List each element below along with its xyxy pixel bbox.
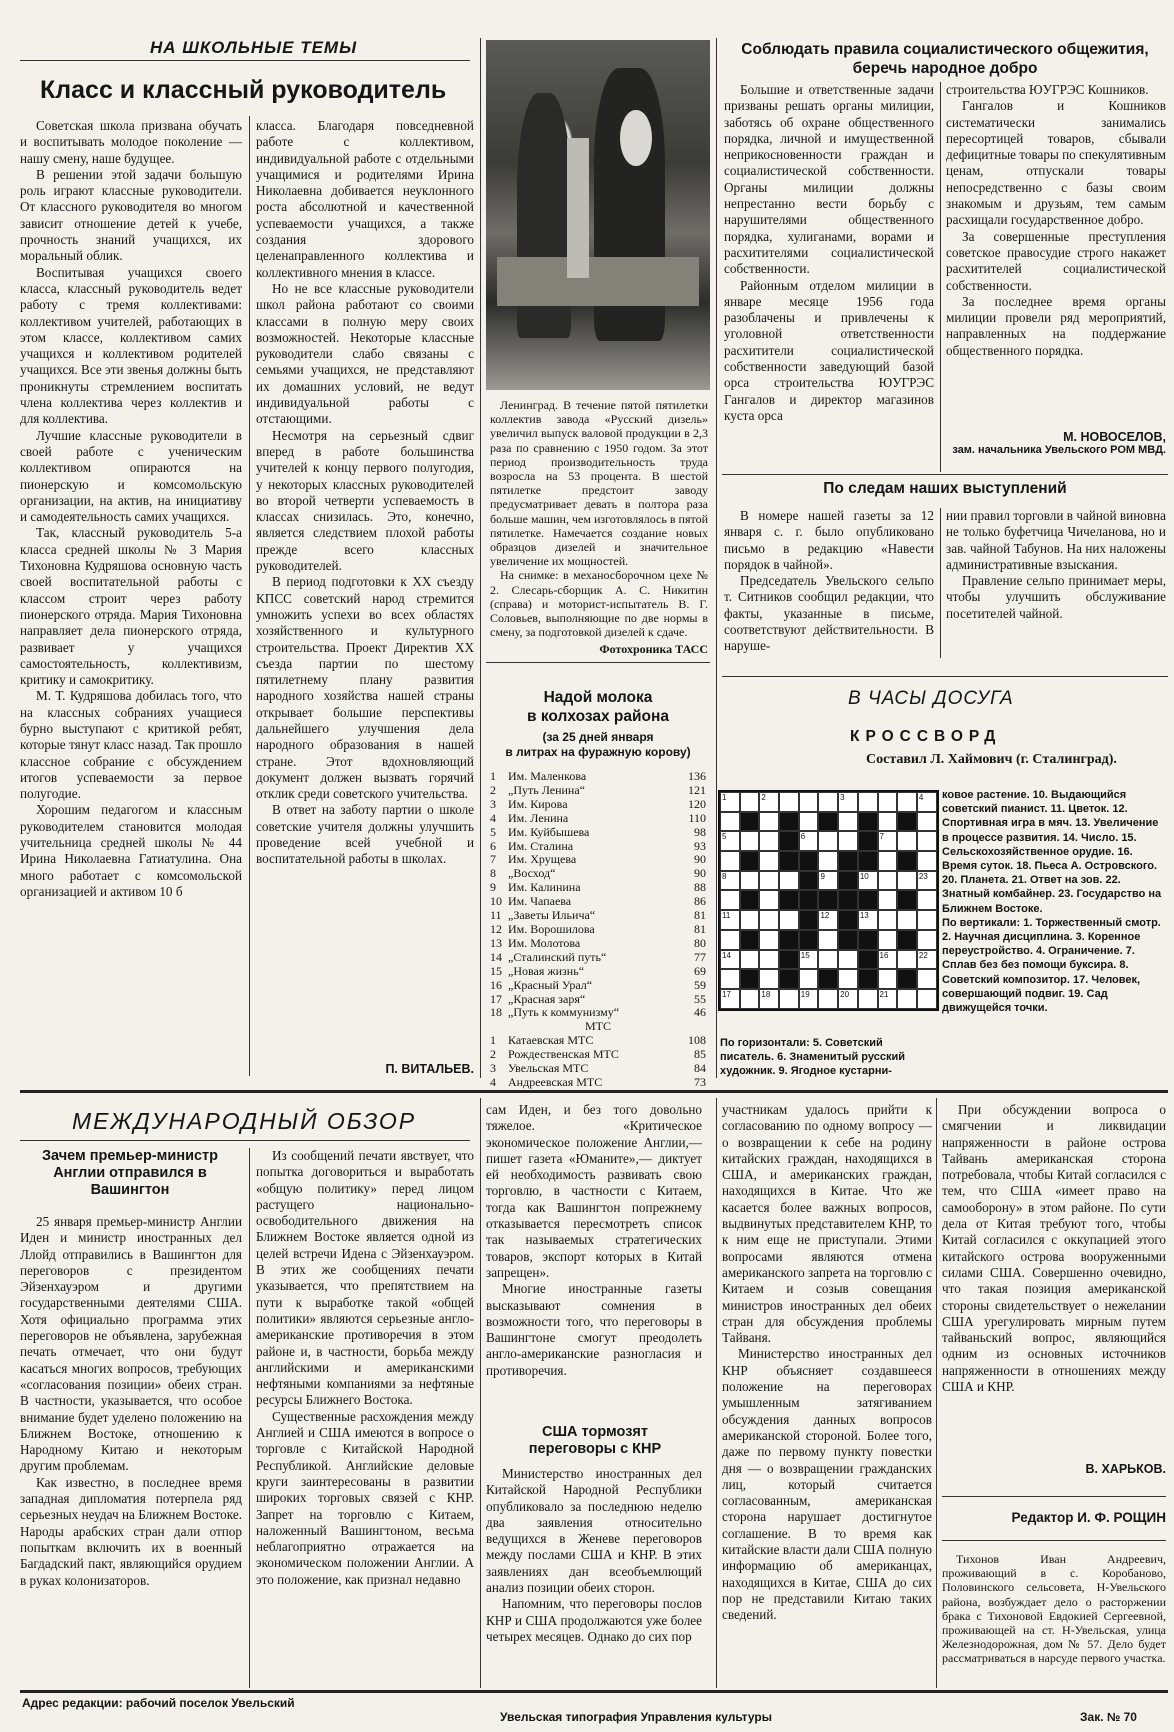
crossword-cell[interactable] <box>759 831 779 851</box>
crossword-cell[interactable] <box>720 890 740 910</box>
crossword-number: 5 <box>722 832 727 842</box>
milk-cell-v: 108 <box>688 1033 706 1048</box>
milk-table-row <box>490 965 706 979</box>
crossword-cell[interactable] <box>759 910 779 930</box>
crossword-number: 21 <box>879 989 889 999</box>
milk-cell-v: 85 <box>694 1047 706 1062</box>
milk-cell-v: 84 <box>694 1061 706 1076</box>
rule <box>20 1140 470 1141</box>
crossword-clues-right: ковое растение. 10. Выдающийся советский пианист. 11. Цветок. 12. Спортивная игра в мяч. 13. Увеличение в процессе развития. 14. Число. 15. Сельскохозяйственное орудие. 16. Время суток. 18. Пьеса А. Островского. 20. Планета. 21. Ответ на зов. 22. Знатный комбайнер. 23. Государство на Ближнем Востоке. По вертикали: 1. Торжественный смотр. 2. Научная дисциплина. 3. Коренное переустройство. 4. Ограничение. 7. Сплав без без помощи буксира. 8. Советский композитор. 17. Человек, совершающий подвиг. 19. Сад движущейся точки. <box>942 789 1162 1015</box>
crossword-cell[interactable] <box>818 871 838 891</box>
crossword-block <box>740 930 760 950</box>
crossword-cell[interactable] <box>799 989 819 1009</box>
milk-cell-name: „Восход“ <box>508 866 556 881</box>
milk-cell-v: 80 <box>694 935 706 950</box>
milk-table-row <box>490 784 706 798</box>
milk-cell-n: 16 <box>490 977 502 992</box>
milk-cell-name: „Сталинский путь“ <box>508 949 607 964</box>
crossword-cell[interactable] <box>878 969 898 989</box>
footer-rule <box>20 1690 1168 1693</box>
column-rule <box>249 1148 250 1688</box>
crossword-cell[interactable] <box>878 989 898 1009</box>
crossword-block <box>740 812 760 832</box>
crossword-cell[interactable] <box>799 969 819 989</box>
milk-cell-name: „Путь к коммунизму“ <box>508 1005 620 1020</box>
crossword-block <box>779 950 799 970</box>
milk-subtitle: (за 25 дней января в литрах на фуражную корову) <box>505 730 691 759</box>
milk-table-row <box>490 867 706 881</box>
crossword-cell[interactable] <box>720 910 740 930</box>
crossword-cell[interactable] <box>838 969 858 989</box>
crossword-cell[interactable] <box>759 989 779 1009</box>
milk-cell-name: Им. Кирова <box>508 796 568 811</box>
section-divider <box>20 1090 1168 1093</box>
socialist-signature: М. НОВОСЕЛОВ, зам. начальника Увельского РОМ МВД. <box>952 430 1166 456</box>
milk-table-row <box>490 923 706 937</box>
crossword-number: 18 <box>761 989 771 999</box>
milk-cell-name: „Красный Урал“ <box>508 977 593 992</box>
crossword-cell[interactable] <box>799 812 819 832</box>
milk-cell-name: Им. Сталина <box>508 838 574 853</box>
column-rule <box>716 38 717 1078</box>
crossword-cell[interactable] <box>878 950 898 970</box>
milk-cell-name: Им. Калинина <box>508 880 581 895</box>
crossword-cell[interactable] <box>740 989 760 1009</box>
milk-cell-n: 11 <box>490 908 502 923</box>
crossword-cell[interactable] <box>897 989 917 1009</box>
editor-line: Редактор И. Ф. РОЩИН <box>1011 1510 1166 1525</box>
crossword-cell[interactable] <box>799 831 819 851</box>
crossword-block <box>858 812 878 832</box>
milk-cell-v: 69 <box>694 963 706 978</box>
crossword-cell[interactable] <box>878 910 898 930</box>
milk-cell-v: 120 <box>688 796 706 811</box>
crossword-block <box>897 930 917 950</box>
crossword-block <box>740 969 760 989</box>
milk-cell-name: Им. Ленина <box>508 810 569 825</box>
crossword-block <box>897 969 917 989</box>
crossword-cell[interactable] <box>720 989 740 1009</box>
crossword-number: 13 <box>859 911 869 921</box>
crossword-cell[interactable] <box>897 871 917 891</box>
crossword-cell[interactable] <box>720 871 740 891</box>
crossword-cell[interactable] <box>917 910 937 930</box>
milk-cell-v: 88 <box>694 880 706 895</box>
crossword-cell[interactable] <box>740 910 760 930</box>
crossword-cell[interactable] <box>720 930 740 950</box>
milk-mts-label: МТС <box>584 1019 611 1034</box>
column-rule <box>716 1098 717 1688</box>
column-rule <box>249 116 250 1076</box>
milk-table-row <box>490 951 706 965</box>
milk-cell-n: 6 <box>490 838 496 853</box>
crossword-cell[interactable] <box>917 989 937 1009</box>
milk-table-row <box>490 1034 706 1048</box>
crossword-cell[interactable] <box>818 910 838 930</box>
school-column-1: Советская школа призвана обучать и воспитывать молодое поколение — нашу смену, наше будущее. В решении этой задачи большую роль играют классные руководители. От классного руководителя во многом зависит отношение детей к учебе, прочность знаний учащихся, их моральный облик. Воспитывая учащихся своего класса, классный руководитель ведет работу с тремя коллективами: коллективом учителей, работающих в этом классе, коллективом самих учащихся и коллективом родителей учащихся. Все эти звенья должны быть проникнуты стремлением воспитать члена коллектива через коллектив и для коллектива. Лучшие классные руководители в своей работе с ученическим коллективом опираются на пионерскую и комсомольскую организации, на актив, на инициативу и самодеятельность самих учащихся. Так, классный руководитель 5-а класса средней школы № 3 Мария Тихоновна Кудряшова основную часть своей воспитательной работы с классом строит через работу пионерского отряда. Мария Тихоновна направляет дела пионерского отряда, развивает у учащихся самостоятельность, коллективизм, критику и самокритику. М. Т. Кудряшова добилась того, что на классных собраниях учащиеся бурно выступают с критикой ребят, которые тянут класс назад. Так прошло классное собрание с обсуждением итогов успеваемости за первое полугодие. Хорошим педагогом и классным руководителем становится молодая учительница средней школы № 44 Ирина Николаевна Гатиатулина. Она много работает с комсомольской организацией и активом 10 б <box>20 118 242 899</box>
milk-cell-n: 9 <box>490 880 496 895</box>
crossword-block <box>897 812 917 832</box>
crossword-cell[interactable] <box>897 950 917 970</box>
milk-cell-n: 18 <box>490 1005 502 1020</box>
column-rule <box>480 38 481 1078</box>
crossword-cell[interactable] <box>897 792 917 812</box>
crossword-cell[interactable] <box>878 792 898 812</box>
milk-cell-v: 59 <box>694 977 706 992</box>
milk-cell-v: 136 <box>688 769 706 783</box>
crossword-block <box>779 930 799 950</box>
crossword-cell[interactable] <box>838 950 858 970</box>
footer-order: Зак. № 70 <box>1080 1710 1137 1724</box>
milk-table-row <box>490 937 706 951</box>
milk-cell-v: 77 <box>694 949 706 964</box>
crossword-block <box>818 890 838 910</box>
milk-cell-n: 1 <box>490 1033 496 1048</box>
followup-column-1: В номере нашей газеты за 12 января с. г. было опубликовано письмо в редакцию «Навести порядок в чайной». Председатель Увельского сельпо т. Ситников сообщил редакции, что факты, указанные в письме, соответствуют действительности. В наруше- <box>724 508 934 654</box>
crossword-block <box>799 910 819 930</box>
milk-cell-name: „Заветы Ильича“ <box>508 908 596 923</box>
milk-table-row <box>490 909 706 923</box>
crossword-cell[interactable] <box>917 851 937 871</box>
crossword-block <box>779 890 799 910</box>
crossword-cell[interactable] <box>740 792 760 812</box>
crossword-block <box>858 950 878 970</box>
crossword-block <box>779 831 799 851</box>
milk-cell-v: 93 <box>694 838 706 853</box>
crossword-number: 4 <box>918 793 924 802</box>
footer-address: Адрес редакции: рабочий поселок Увельский <box>22 1696 295 1710</box>
rule <box>20 60 470 61</box>
crossword-number: 2 <box>761 793 766 802</box>
milk-title: Надой молока в колхозах района <box>527 689 669 725</box>
milk-cell-name: Им. Молотова <box>508 935 581 950</box>
crossword-cell[interactable] <box>759 812 779 832</box>
milk-cell-v: 73 <box>694 1074 706 1089</box>
crossword-cell[interactable] <box>897 910 917 930</box>
crossword-cell[interactable] <box>720 851 740 871</box>
crossword-cell[interactable] <box>917 831 937 851</box>
intl-subtitle-2: США тормозят переговоры с КНР <box>528 1424 662 1457</box>
crossword-block <box>818 969 838 989</box>
rule <box>722 676 1168 677</box>
milk-cell-n: 4 <box>490 810 496 825</box>
milk-cell-name: Рождественская МТС <box>508 1047 619 1062</box>
crossword-cell[interactable] <box>799 792 819 812</box>
crossword-cell[interactable] <box>917 890 937 910</box>
crossword-cell[interactable] <box>818 930 838 950</box>
crossword-block <box>779 969 799 989</box>
crossword-cell[interactable] <box>720 792 740 812</box>
milk-cell-name: „Путь Ленина“ <box>508 782 586 797</box>
crossword-number: 6 <box>800 832 806 842</box>
intl-column-1: 25 января премьер-министр Англии Иден и министр иностранных дел Ллойд отправились в Вашингтон для переговоров с президентом Эйзенхауэром и другими государственными деятелями США. Хотя официально программа этих переговоров не объявлена, зарубежная печать отмечает, что они будут касаться многих вопросов, требующих «согласования позиции» обеих стран. В частности, указывается, что особое внимание будет уделено положению на Ближнем Востоке, отношению к Народному Китаю и некоторым другим проблемам. Как известно, в последнее время западная дипломатия потерпела ряд серьезных неудач на Ближнем Востоке. Народы арабских стран дали отпор попыткам включить их в военный Багдадский пакт, являющийся орудием в руках колонизаторов. <box>20 1214 242 1588</box>
school-signature: П. ВИТАЛЬЕВ. <box>385 1062 474 1076</box>
crossword-block <box>858 969 878 989</box>
crossword-block <box>740 890 760 910</box>
milk-table-row <box>490 840 706 854</box>
intl-subtitle-1: Зачем премьер-министр Англии отправился в Вашингтон <box>41 1148 219 1198</box>
crossword-cell[interactable] <box>858 910 878 930</box>
milk-cell-n: 15 <box>490 963 502 978</box>
crossword-block <box>779 812 799 832</box>
milk-cell-n: 4 <box>490 1074 496 1089</box>
crossword-cell[interactable] <box>759 930 779 950</box>
milk-cell-name: Катаевская МТС <box>508 1033 594 1048</box>
milk-cell-name: Им. Ворошилова <box>508 921 595 936</box>
milk-cell-v: 90 <box>694 866 706 881</box>
milk-cell-v: 121 <box>688 782 706 797</box>
crossword-number: 15 <box>800 950 810 960</box>
crossword-cell[interactable] <box>878 890 898 910</box>
crossword-cell[interactable] <box>779 989 799 1009</box>
milk-table-row <box>490 979 706 993</box>
milk-cell-name: Андреевская МТС <box>508 1074 603 1089</box>
crossword-cell[interactable] <box>897 831 917 851</box>
crossword-cell[interactable] <box>878 851 898 871</box>
crossword-cell[interactable] <box>740 950 760 970</box>
crossword-cell[interactable] <box>779 792 799 812</box>
milk-table-row <box>490 853 706 867</box>
crossword-cell[interactable] <box>759 851 779 871</box>
milk-cell-n: 1 <box>490 769 496 783</box>
crossword-cell[interactable] <box>799 950 819 970</box>
crossword-cell[interactable] <box>759 950 779 970</box>
crossword-cell[interactable] <box>818 851 838 871</box>
crossword-clues-horizontal: По горизонтали: 5. Советский писатель. 6. Знаменитый русский художник. 9. Ягодное кустарни- <box>720 1037 905 1078</box>
factory-photo <box>486 40 710 390</box>
photo-credit: Фотохроника ТАСС <box>599 642 708 656</box>
crossword-block <box>858 831 878 851</box>
divorce-notice: Тихонов Иван Андреевич, проживающий в с. Коробаново, Половинского сельсовета, Н-Увельского района, возбуждает дело о расторжении брака с Тихоновой Евдокией Сергеевной, проживающей на ст. Н-Увельская, улица Железнодорожная, дом № 57. Дело будет рассматриваться в нарсуде первого участка. <box>942 1552 1166 1666</box>
crossword-cell[interactable] <box>759 969 779 989</box>
socialist-column-1: Большие и ответственные задачи призваны решать органы милиции, заботясь об охране общественного порядка, личной и имущественной неприкосновенности граждан и социалистической собственности. Органы милиции должны непрестанно вести борьбу с нарушителями общественного порядка, хулиганами, ворами и расхитителями социалистической собственности. Районным отделом милиции в январе месяце 1956 года разоблачены и привлечены к уголовной ответственности расхитители социалистической собственности заведующий базой орса строительства ЮУГРЭС Гангалов и директор магазинов куста орса <box>724 82 934 423</box>
socialist-title: Соблюдать правила социалистического общежития, беречь народное добро <box>741 41 1149 77</box>
crossword-cell[interactable] <box>838 831 858 851</box>
crossword-number: 16 <box>879 950 889 960</box>
crossword-block <box>838 930 858 950</box>
crossword-number: 20 <box>840 989 850 999</box>
photo-caption: Ленинград. В течение пятой пятилетки коллектив завода «Русский дизель» увеличил выпуск валовой продукции в 2,3 раза по сравнению с 1950 годом. За этот период производительность труда возросла на 53 процента. В шестой пятилетке предстоит заводу предусматривает девать в полтора раза больше машин, чем изготовлялось в пятой пятилетке. Намечается создание новых образцов дизелей и значительное увеличение их мощностей. На снимке: в механосборочном цехе № 2. Слесарь-сборщик А. С. Никитин (справа) и моторист-испытатель В. Г. Соловьев, выполняющие по две нормы в смену, за подготовкой дизелей к сдаче. <box>490 398 708 640</box>
crossword-block <box>838 910 858 930</box>
rule <box>486 662 710 663</box>
column-rule <box>480 1098 481 1688</box>
intl-column-4: участникам удалось прийти к согласованию по одному вопросу — о возвращении к себе на родину китайских граждан, находящихся в США, и американских граждан, находящихся в Китае. Что же касается более важных вопросов, выдвинутых представителем КНР, то к ним еще не приступали. Этими вопросами являются отмена американского запрета на торговлю с Китаем и созыв совещания министров иностранных дел обеих стран для обсуждения проблемы Тайваня. Министерство иностранных дел КНР объясняет создавшееся положение на переговорах умышленным затягиванием обсуждения данных вопросов американской стороной. Более того, даже по первому пункту повестки дня — о возвращении гражданских лиц, который считается согласованным, американская сторона нарушает достигнутое соглашение. В то время как китайские власти дали США полную информацию об американцах, находящихся в Китае, США до сих пор не представили Китаю таких сведений. <box>722 1102 932 1623</box>
crossword-cell[interactable] <box>878 930 898 950</box>
crossword-number: 14 <box>722 950 731 960</box>
milk-table-row <box>490 993 706 1007</box>
milk-table-row <box>490 881 706 895</box>
milk-cell-n: 10 <box>490 894 502 909</box>
crossword-cell[interactable] <box>818 989 838 1009</box>
crossword-cell[interactable] <box>779 871 799 891</box>
crossword-cell[interactable] <box>818 831 838 851</box>
crossword-block <box>858 851 878 871</box>
milk-cell-n: 2 <box>490 1047 496 1062</box>
crossword-block <box>799 890 819 910</box>
column-rule <box>940 82 941 472</box>
crossword-cell[interactable] <box>917 930 937 950</box>
crossword-number: 23 <box>918 871 928 881</box>
crossword-block <box>858 930 878 950</box>
milk-cell-v: 55 <box>694 991 706 1006</box>
crossword-number: 12 <box>820 911 830 921</box>
crossword-cell[interactable] <box>858 871 878 891</box>
crossword-block <box>799 871 819 891</box>
crossword-block <box>838 851 858 871</box>
crossword-cell[interactable] <box>858 989 878 1009</box>
crossword-title: КРОССВОРД <box>850 728 1002 745</box>
crossword-number: 1 <box>722 793 727 802</box>
crossword-cell[interactable] <box>878 831 898 851</box>
crossword-cell[interactable] <box>917 969 937 989</box>
school-rubric: НА ШКОЛЬНЫЕ ТЕМЫ <box>150 38 358 57</box>
crossword-cell[interactable] <box>818 792 838 812</box>
crossword-cell[interactable] <box>759 890 779 910</box>
crossword-cell[interactable] <box>878 812 898 832</box>
crossword-cell[interactable] <box>759 871 779 891</box>
crossword-block <box>897 890 917 910</box>
socialist-column-2: строительства ЮУГРЭС Кошников. Гангалов и Кошников систематически занимались пересортицей товаров, сбывали дефицитные товары по спекулятивным ценам, отпускали товары непосредственно с базы своим знакомым и друзьям, тем самым расхищали государственное добро. За совершенные преступления советское правосудие строго накажет расхитителей социалистической собственности. За последнее время органы милиции провели ряд мероприятий, направленных на поддержание общественного порядка. <box>946 82 1167 358</box>
crossword-block <box>897 851 917 871</box>
milk-cell-name: Увельская МТС <box>508 1061 589 1076</box>
milk-cell-n: 13 <box>490 935 502 950</box>
crossword-cell[interactable] <box>720 831 740 851</box>
crossword-cell[interactable] <box>720 969 740 989</box>
crossword-cell[interactable] <box>858 792 878 812</box>
milk-cell-n: 12 <box>490 921 502 936</box>
crossword-cell[interactable] <box>917 950 937 970</box>
intl-rubric: МЕЖДУНАРОДНЫЙ ОБЗОР <box>72 1108 417 1134</box>
milk-cell-v: 81 <box>694 908 706 923</box>
crossword-cell[interactable] <box>740 871 760 891</box>
leisure-rubric: В ЧАСЫ ДОСУГА <box>848 688 1014 709</box>
crossword-cell[interactable] <box>740 831 760 851</box>
milk-table-row <box>490 1048 706 1062</box>
crossword-block <box>799 851 819 871</box>
intl-column-2: Из сообщений печати явствует, что попытка договориться и выработать «общую политику» перед лицом растущего национально-освободительного движения на Ближнем Востоке является одной из целей встречи Идена с Эйзенхауэром. В этих же сообщениях печати указывается, что препятствием на пути к выработке такой «общей политики» являются серьезные англо-американские противоречия в этом районе и, в частности, борьба между английскими и американскими нефтяными компаниями за нефтяные ресурсы Ближнего Востока. Существенные расхождения между Англией и США имеются в вопросе о торговле с Китайской Народной Республикой. Английские деловые круги заинтересованы в развитии широких торговых связей с КНР. Запрет на торговлю с Китаем, наложенный Вашингтоном, весьма неблагоприятно отражается на экономическом положении Англии. А это положение, как признал недавно <box>256 1148 474 1587</box>
milk-cell-n: 3 <box>490 1061 496 1076</box>
intl-column-3: сам Иден, и без того довольно тяжелое. «Критическое экономическое положение Англии,— пишет газета «Юманите»,— диктует ей необходимость развивать свою торговлю, в частности с Китаем, тогда как Вашингтон попрежнему отказывается пересмотреть список так называемых стратегических товаров, экспорт которых в Китай запрещен». Многие иностранные газеты высказывают сомнения в возможности того, что переговоры в Вашингтоне смогут преодолеть англо-американские разногласия и противоречия. <box>486 1102 702 1378</box>
crossword-cell[interactable] <box>838 989 858 1009</box>
crossword-cell[interactable] <box>759 792 779 812</box>
milk-table-row <box>490 770 706 784</box>
crossword-number: 3 <box>840 793 845 802</box>
milk-cell-name: Им. Хрущева <box>508 852 577 867</box>
crossword-cell[interactable] <box>838 812 858 832</box>
milk-cell-v: 86 <box>694 894 706 909</box>
crossword-grid <box>718 790 939 1011</box>
crossword-cell[interactable] <box>878 871 898 891</box>
rule <box>942 1496 1166 1497</box>
milk-cell-n: 17 <box>490 991 502 1006</box>
milk-table-row <box>490 798 706 812</box>
crossword-block <box>838 890 858 910</box>
footer-printer: Увельская типография Управления культуры <box>500 1710 772 1724</box>
milk-cell-n: 8 <box>490 866 496 881</box>
crossword-cell[interactable] <box>720 812 740 832</box>
milk-table-row <box>490 1006 706 1020</box>
crossword-block <box>818 812 838 832</box>
crossword-cell[interactable] <box>720 950 740 970</box>
crossword-author: Составил Л. Хаймович (г. Сталинград). <box>866 752 1117 767</box>
milk-table-row <box>490 1076 706 1090</box>
milk-table-row <box>490 826 706 840</box>
milk-table-row <box>490 1062 706 1076</box>
milk-cell-v: 110 <box>688 810 706 825</box>
milk-cell-name: Им. Маленкова <box>508 769 587 783</box>
milk-cell-n: 14 <box>490 949 502 964</box>
crossword-number: 7 <box>879 832 884 842</box>
milk-cell-n: 7 <box>490 852 496 867</box>
crossword-number: 19 <box>800 989 810 999</box>
milk-cell-v: 98 <box>694 824 706 839</box>
milk-cell-n: 3 <box>490 796 496 811</box>
crossword-number: 9 <box>820 871 825 881</box>
crossword-number: 11 <box>722 911 731 921</box>
crossword-number: 17 <box>722 989 731 999</box>
milk-cell-v: 81 <box>694 921 706 936</box>
crossword-block <box>858 890 878 910</box>
crossword-cell[interactable] <box>818 950 838 970</box>
followup-column-2: нии правил торговли в чайной виновна не только буфетчица Чичеланова, но и зав. чайной Табунов. На них наложены административные взыскания. Правление сельпо принимает меры, чтобы улучшить обслуживание посетителей чайной. <box>946 508 1166 621</box>
intl-column-3b: Министерство иностранных дел Китайской Народной Республики опубликовало за последнюю неделю два заявления относительно ведущихся в Женеве переговоров между послами США и КНР. В этих заявлениях дан всеобъемлющий анализ позиции обеих сторон. Напомним, что переговоры послов КНР и США продолжаются уже более четырех месяцев. Однако до сих пор <box>486 1466 702 1644</box>
crossword-block <box>740 851 760 871</box>
milk-cell-n: 2 <box>490 782 496 797</box>
milk-cell-v: 46 <box>694 1005 706 1020</box>
school-column-2: класса. Благодаря повседневной работе с коллективом, индивидуальной работе с отдельными учащимися и родителями Ирина Николаевна добивается неуклонного роста абсолютной и качественной успеваемости учащихся, а также создания здорового целенаправленного коллектива и коллективного мнения в классе. Но не все классные руководители школ района работают со своими классами в полную меру своих возможностей. Некоторые классные руководители слабо связаны с семьями учащихся, не представляют их домашних условий, не ведут индивидуальной работы с отстающими. Несмотря на серьезный сдвиг вперед в работе большинства учителей к концу первого полугодия, у некоторых классных руководителей во второй четверти успеваемость в классах снизилась. Это, конечно, является следствием плохой работы прежде всего классных руководителей. В период подготовки к XX съезду КПСС советский народ стремится умножить успехи во всех областях хозяйственного и культурного строительства. Проект Директив XX съезда партии по шестому пятилетнему плану развития народного хозяйства нашей страны открывает большие перспективы дальнейшего улучшения дела народного образования в нашей стране. Этот вдохновляющий документ должен вызвать горячий отклик среди советского учительства. В ответ на заботу партии о школе советские учителя должны улучшить проведение всей учебной и воспитательной работы в школах. <box>256 118 474 867</box>
milk-table-row <box>490 895 706 909</box>
crossword-block <box>779 851 799 871</box>
milk-cell-name: Им. Чапаева <box>508 894 572 909</box>
crossword-number: 22 <box>918 950 928 960</box>
milk-cell-name: „Красная заря“ <box>508 991 586 1006</box>
crossword-cell[interactable] <box>838 792 858 812</box>
intl-signature: В. ХАРЬКОВ. <box>1085 1462 1166 1476</box>
crossword-block <box>838 871 858 891</box>
crossword-cell[interactable] <box>917 871 937 891</box>
milk-cell-v: 90 <box>694 852 706 867</box>
crossword-cell[interactable] <box>779 910 799 930</box>
rule <box>942 1540 1166 1541</box>
column-rule <box>936 1098 937 1688</box>
crossword-number: 8 <box>722 871 727 881</box>
column-rule <box>940 508 941 658</box>
crossword-cell[interactable] <box>917 812 937 832</box>
intl-column-5: При обсуждении вопроса о смягчении и ликвидации напряженности в районе острова Тайвань американская сторона потребовала, чтобы Китай согласился с тем, что США «имеет право на самооборону» в этом районе. По сути дела от Китая требуют того, чтобы Китай согласился с оккупацией этого китайского острова вооруженными силами США. Совершенно очевидно, что такая позиция американской стороны свидетельствует о нежелании США урегулировать мирным путем тайваньский вопрос, являющийся одним из основных источников напряженности в отношениях между США и КНР. <box>942 1102 1166 1395</box>
milk-table <box>490 770 706 1090</box>
milk-cell-name: „Новая жизнь“ <box>508 963 585 978</box>
crossword-number: 10 <box>859 871 869 881</box>
crossword-cell[interactable] <box>917 792 937 812</box>
followup-title: По следам наших выступлений <box>823 480 1067 497</box>
crossword-block <box>799 930 819 950</box>
rule <box>722 474 1168 475</box>
milk-table-row <box>490 812 706 826</box>
school-title: Класс и классный руководитель <box>40 76 447 104</box>
milk-cell-name: Им. Куйбышева <box>508 824 590 839</box>
milk-cell-n: 5 <box>490 824 496 839</box>
